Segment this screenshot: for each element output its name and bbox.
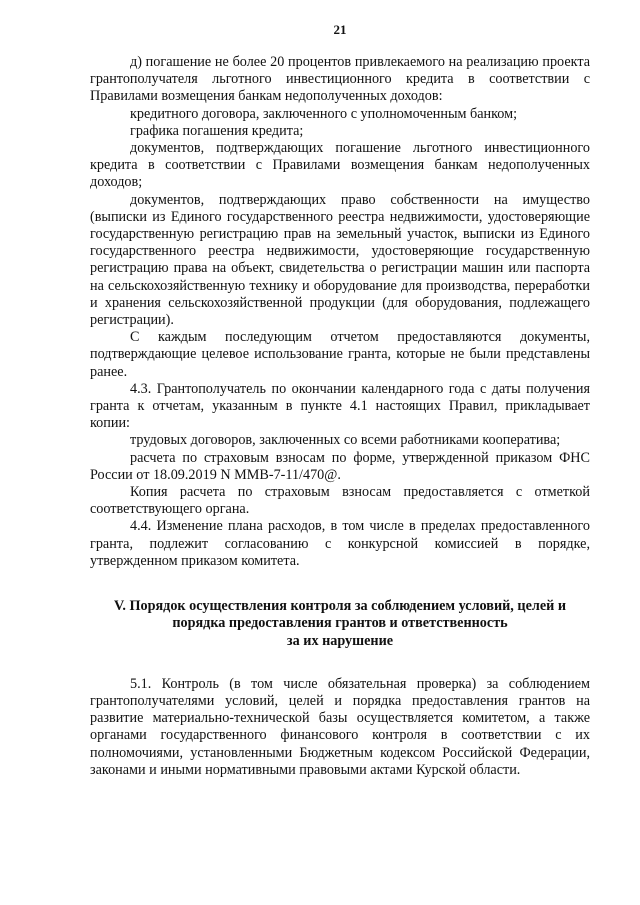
section-title-line: V. Порядок осуществления контроля за соблюдением условий, целей и [113, 598, 567, 615]
paragraph-insurance-calculation: расчета по страховым взносам по форме, утвержденной приказом ФНС России от 18.09.2019 N ММВ-7-11/470@. [90, 449, 590, 483]
section-title-line: порядка предоставления грантов и ответственность [172, 615, 508, 632]
paragraph-credit-agreement: кредитного договора, заключенного с уполномоченным банком; [130, 105, 518, 122]
paragraph-4-4: 4.4. Изменение плана расходов, в том числе в пределах предоставленного гранта, подлежит согласованию с конкурсной комиссией в порядке, утвержденном приказом комитета. [90, 518, 590, 569]
section-title [90, 598, 590, 650]
paragraph-repayment-schedule: графика погашения кредита; [130, 122, 304, 139]
page-number: 21 [333, 22, 347, 37]
document-body [90, 54, 590, 779]
paragraph-ownership-documents: документов, подтверждающих право собственности на имущество (выписки из Единого государственного реестра недвижимости, удостоверяющие государственную регистрацию прав на земельный участок, выписки из Единого государственного реестра недвижимости, удостоверяющие государственную регистрацию права на объект, свидетельства о регистрации машин или паспорта на сельскохозяйственную технику и оборудование для производства, переработки и хранения сельскохозяйственной продукции (для оборудования, подлежащего регистрации). [90, 191, 590, 329]
paragraph-labor-contracts: трудовых договоров, заключенных со всеми работниками кооператива; [130, 432, 561, 449]
paragraph-insurance-copy: Копия расчета по страховым взносам предоставляется с отметкой соответствующего органа. [90, 484, 590, 518]
paragraph-4-3: 4.3. Грантополучатель по окончании календарного года с даты получения гранта к отчетам, указанным в пункте 4.1 настоящих Правил, прикладывает копии: [90, 380, 590, 432]
paragraph-subsequent-reports: С каждым последующим отчетом предоставляются документы, подтверждающие целевое использование гранта, которые не были представлены ранее. [90, 329, 590, 380]
paragraph-item-d: д) погашение не более 20 процентов привлекаемого на реализацию проекта грантополучателя льготного инвестиционного кредита в соответствии с Правилами возмещения банкам недополученных доходов: [90, 54, 590, 105]
section-title-line: за их нарушение [286, 632, 394, 649]
paragraph-repayment-documents: документов, подтверждающих погашение льготного инвестиционного кредита в соответствии с Правилами возмещения банкам недополученных доходов; [90, 140, 590, 191]
paragraph-5-1: 5.1. Контроль (в том числе обязательная проверка) за соблюдением грантополучателями условий, целей и порядка предоставления грантов на развитие материально-технической базы осуществляется комитетом, а также органами государственного финансового контроля в соответствии с их полномочиями, установленными Бюджетным кодексом Российской Федерации, законами и иными нормативными правовыми актами Курской области. [90, 675, 590, 778]
